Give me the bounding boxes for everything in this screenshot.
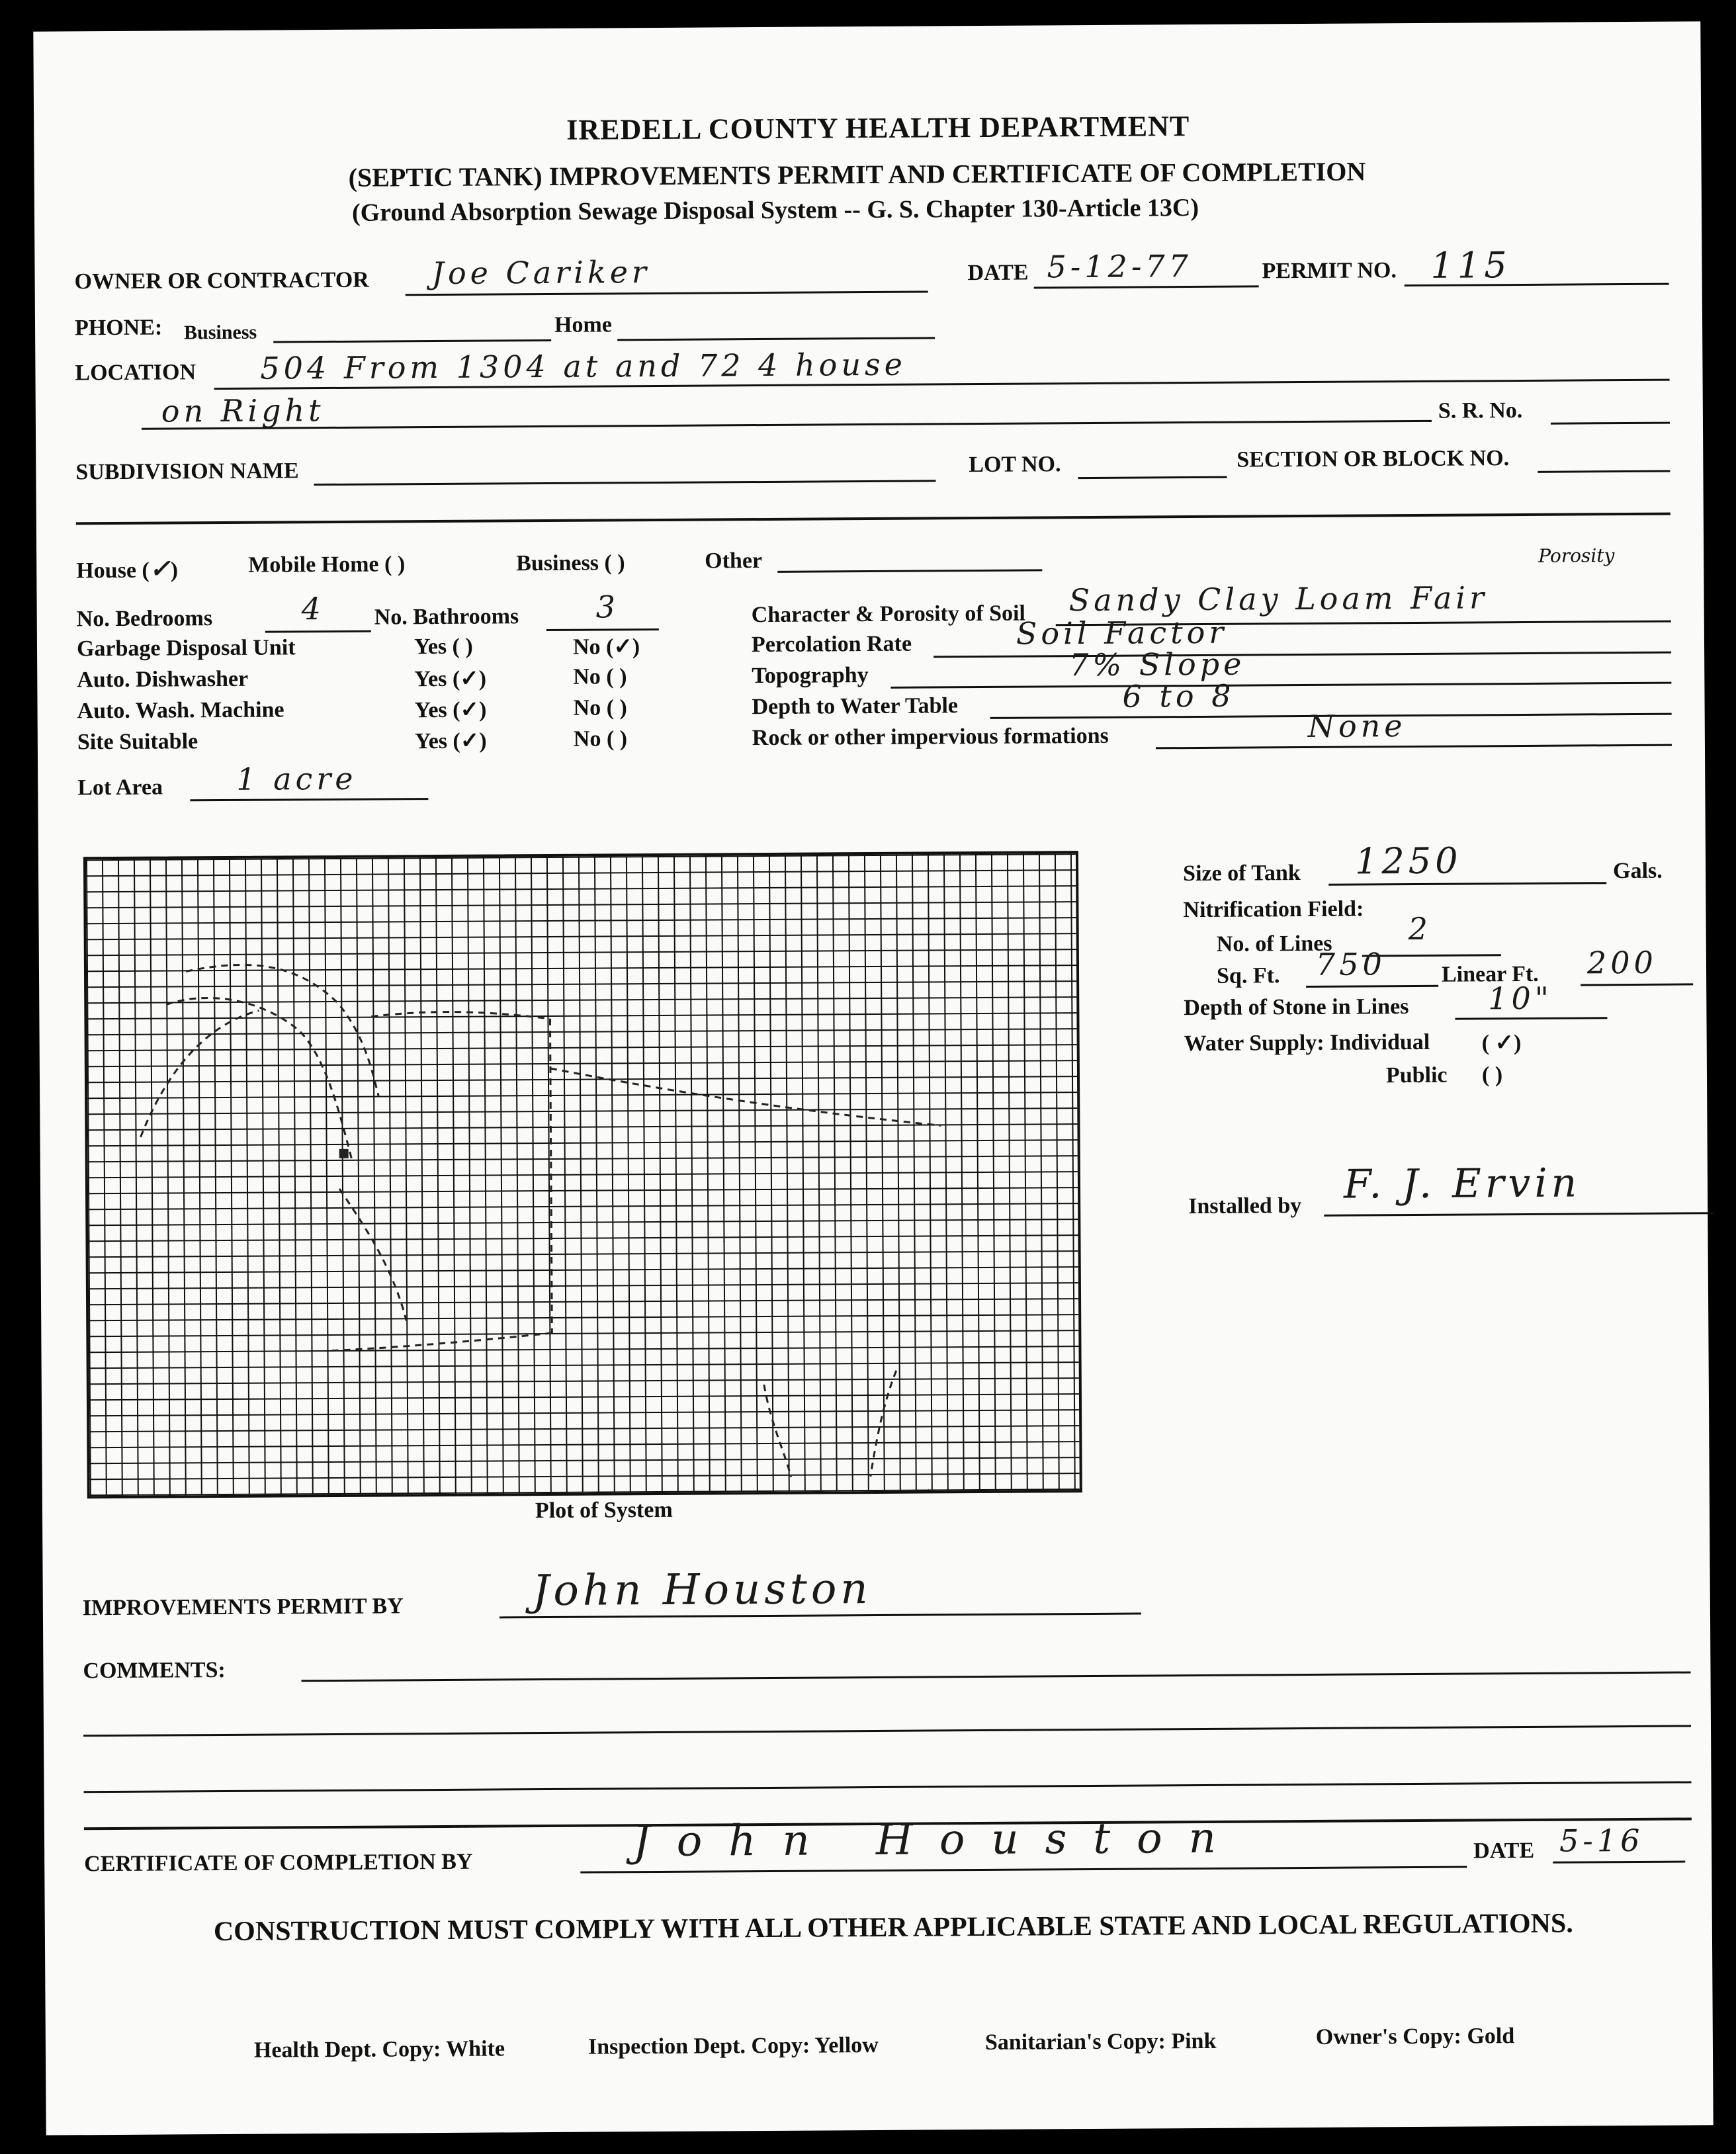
water-supply-label: Water Supply: Individual xyxy=(1184,1029,1430,1056)
rock-formations-label: Rock or other impervious formations xyxy=(752,723,1109,751)
washing-machine-label: Auto. Wash. Machine xyxy=(77,697,284,724)
bathrooms-value: 3 xyxy=(595,589,620,625)
bedrooms-label: No. Bedrooms xyxy=(76,606,213,632)
bathrooms-label: No. Bathrooms xyxy=(374,604,519,630)
water-table-value: 6 to 8 xyxy=(1122,677,1235,714)
home-phone-line xyxy=(617,337,935,341)
soil-character-value: Sandy Clay Loam Fair xyxy=(1068,580,1489,619)
business-option: Business ( ) xyxy=(516,550,625,576)
owner-value: Joe Cariker xyxy=(431,254,651,292)
linear-ft-value: 200 xyxy=(1586,944,1657,981)
sq-ft-label: Sq. Ft. xyxy=(1216,963,1280,988)
house-label: House ( xyxy=(76,558,150,583)
lot-area-label: Lot Area xyxy=(77,775,163,800)
percolation-label: Percolation Rate xyxy=(751,631,912,658)
form-title: (SEPTIC TANK) IMPROVEMENTS PERMIT AND CERTIFICATE OF COMPLETION xyxy=(348,156,1366,193)
comments-label: COMMENTS: xyxy=(83,1657,226,1684)
department-title: IREDELL COUNTY HEALTH DEPARTMENT xyxy=(566,110,1190,146)
owner-label: OWNER OR CONTRACTOR xyxy=(74,267,369,294)
location-value-2: on Right xyxy=(161,392,325,429)
gals-label: Gals. xyxy=(1612,858,1663,884)
stone-depth-label: Depth of Stone in Lines xyxy=(1184,994,1409,1021)
nitrification-label: Nitrification Field: xyxy=(1183,896,1364,923)
dishwasher-yes: Yes (✓) xyxy=(414,666,487,692)
no-of-lines-value: 2 xyxy=(1408,910,1432,947)
location-line-2 xyxy=(142,420,1432,430)
owners-copy: Owner's Copy: Gold xyxy=(1315,2024,1515,2049)
dishwasher-label: Auto. Dishwasher xyxy=(77,666,249,693)
washing-machine-yes: Yes (✓) xyxy=(414,697,487,723)
plot-sketch xyxy=(86,853,1080,1496)
section-label: SECTION OR BLOCK NO. xyxy=(1237,446,1510,472)
garbage-disposal-label: Garbage Disposal Unit xyxy=(76,635,296,662)
sq-ft-line xyxy=(1306,985,1438,988)
topography-line xyxy=(890,682,1671,689)
stone-depth-line xyxy=(1455,1017,1607,1019)
comments-line-1 xyxy=(302,1671,1691,1682)
improvements-permit-label: IMPROVEMENTS PERMIT BY xyxy=(82,1594,404,1621)
home-phone-label: Home xyxy=(554,312,613,337)
inspection-dept-copy: Inspection Dept. Copy: Yellow xyxy=(587,2032,879,2059)
sr-no-label: S. R. No. xyxy=(1438,398,1523,423)
tank-size-value: 1250 xyxy=(1354,840,1462,883)
house-check-mark: ✓ xyxy=(149,553,171,583)
sr-no-line xyxy=(1551,422,1670,425)
business-phone-line xyxy=(273,339,551,343)
form-subtitle: (Ground Absorption Sewage Disposal System -- G. S. Chapter 130-Article 13C) xyxy=(351,193,1199,227)
stone-depth-value: 10" xyxy=(1488,980,1553,1017)
certificate-line xyxy=(580,1866,1467,1874)
subdivision-label: SUBDIVISION NAME xyxy=(75,458,299,485)
house-option xyxy=(76,553,178,583)
comments-line-3 xyxy=(84,1781,1692,1793)
plot-grid xyxy=(83,851,1082,1498)
sanitarian-copy: Sanitarian's Copy: Pink xyxy=(984,2028,1217,2055)
water-table-label: Depth to Water Table xyxy=(752,693,959,720)
permit-no-value: 115 xyxy=(1430,244,1511,286)
mobile-home-option: Mobile Home ( ) xyxy=(248,552,406,578)
certificate-date-line xyxy=(1553,1861,1685,1864)
date-value: 5-12-77 xyxy=(1047,248,1193,285)
lot-no-line xyxy=(1078,476,1227,479)
garbage-disposal-yes: Yes ( ) xyxy=(413,634,473,660)
permit-form-sheet xyxy=(33,21,1713,2135)
subdivision-line xyxy=(314,480,935,486)
percolation-line xyxy=(933,652,1671,658)
porosity-note: Porosity xyxy=(1538,544,1615,567)
owner-line xyxy=(406,290,928,296)
lot-area-line xyxy=(190,798,428,801)
site-suitable-no: No ( ) xyxy=(573,726,628,752)
sq-ft-value: 750 xyxy=(1315,946,1386,982)
public-label: Public xyxy=(1385,1062,1448,1088)
site-suitable-label: Site Suitable xyxy=(77,729,198,755)
comments-line-2 xyxy=(83,1725,1691,1737)
permit-no-label: PERMIT NO. xyxy=(1262,258,1397,284)
section-line xyxy=(1538,470,1670,473)
installed-by-label: Installed by xyxy=(1188,1193,1302,1219)
certificate-label: CERTIFICATE OF COMPLETION BY xyxy=(84,1849,473,1877)
house-close-paren: ) xyxy=(170,558,179,583)
rock-formations-line xyxy=(1156,744,1672,750)
individual-check: ( ✓) xyxy=(1481,1031,1522,1056)
bedrooms-value: 4 xyxy=(301,591,326,627)
location-label: LOCATION xyxy=(75,360,196,386)
tank-size-label: Size of Tank xyxy=(1183,861,1301,886)
percolation-value: Soil Factor xyxy=(1016,614,1228,652)
business-phone-label: Business xyxy=(183,321,257,344)
washing-machine-no: No ( ) xyxy=(573,695,627,720)
lot-no-label: LOT NO. xyxy=(969,452,1061,478)
garbage-disposal-no: No (✓) xyxy=(572,634,640,660)
compliance-notice: CONSTRUCTION MUST COMPLY WITH ALL OTHER APPLICABLE STATE AND LOCAL REGULATIONS. xyxy=(213,1908,1573,1948)
public-check: ( ) xyxy=(1481,1062,1503,1088)
topography-value: 7% Slope xyxy=(1069,646,1246,683)
certificate-signature: John Houston xyxy=(632,1813,1243,1867)
date-line xyxy=(1034,285,1259,288)
tank-size-line xyxy=(1328,882,1606,886)
certificate-date-label: DATE xyxy=(1473,1838,1535,1864)
site-suitable-yes: Yes (✓) xyxy=(414,728,487,754)
phone-label: PHONE: xyxy=(74,315,163,341)
lot-area-value: 1 acre xyxy=(236,760,357,797)
certificate-date-value: 5-16 xyxy=(1559,1822,1644,1859)
installed-by-signature: F. J. Ervin xyxy=(1343,1160,1581,1208)
linear-ft-label: Linear Ft. xyxy=(1441,961,1539,987)
location-value-1: 504 From 1304 at and 72 4 house xyxy=(260,346,907,386)
rock-formations-value: None xyxy=(1307,708,1407,744)
dishwasher-no: No ( ) xyxy=(573,664,627,689)
soil-character-label: Character & Porosity of Soil xyxy=(751,601,1026,628)
installed-by-line xyxy=(1324,1212,1714,1217)
plot-caption: Plot of System xyxy=(535,1497,673,1524)
other-line xyxy=(777,569,1042,572)
bathrooms-line xyxy=(546,628,659,631)
date-label: DATE xyxy=(967,260,1029,286)
no-of-lines-label: No. of Lines xyxy=(1216,931,1332,957)
topography-label: Topography xyxy=(752,663,869,689)
health-dept-copy: Health Dept. Copy: White xyxy=(253,2036,505,2063)
improvements-permit-signature: John Houston xyxy=(532,1565,872,1616)
divider-1 xyxy=(76,513,1671,525)
linear-ft-line xyxy=(1581,983,1693,986)
other-label: Other xyxy=(705,548,763,574)
bedrooms-line xyxy=(265,630,371,633)
